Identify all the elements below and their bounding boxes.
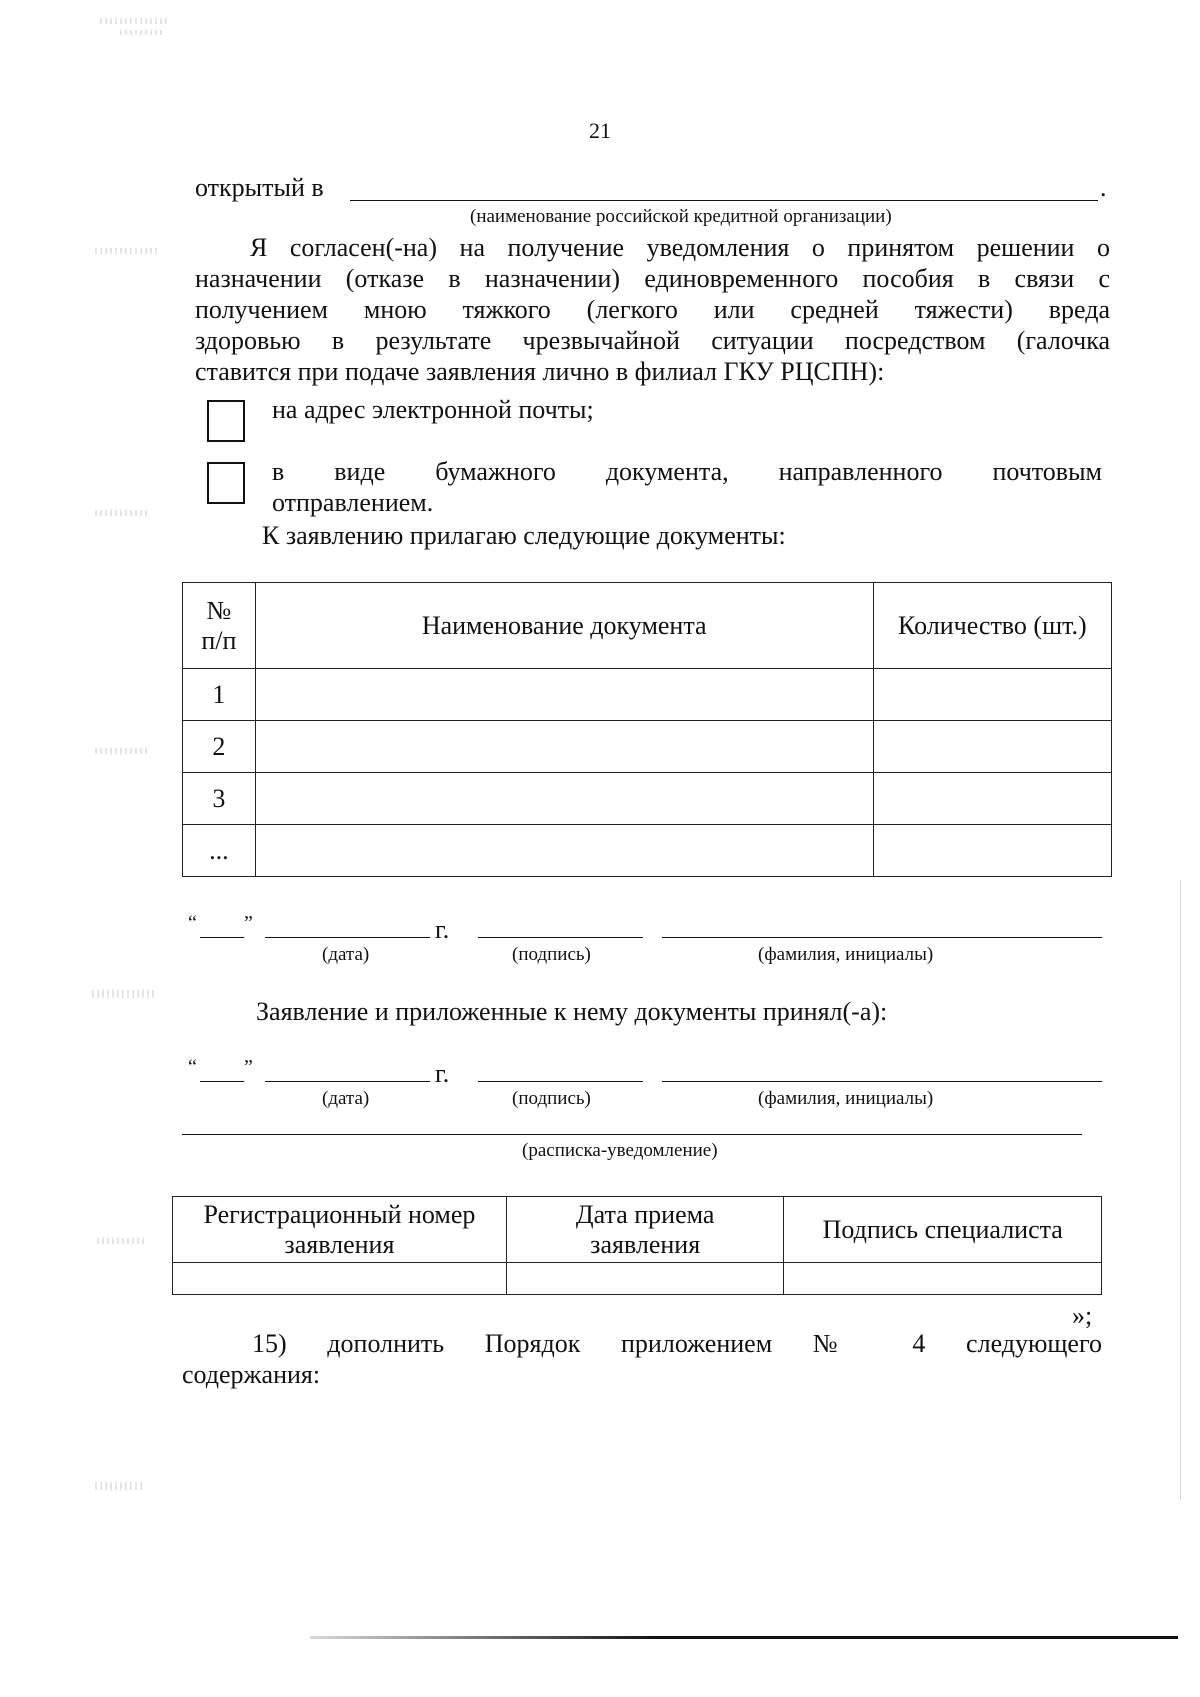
- document-name-header: Наименование документа: [255, 583, 873, 669]
- receipt-table: [172, 1196, 1102, 1295]
- scan-bottom-edge: [310, 1636, 1178, 1639]
- signature-field[interactable]: [478, 1081, 643, 1082]
- registration-number-cell[interactable]: [173, 1263, 507, 1295]
- paper-mail-checkbox[interactable]: [207, 462, 245, 504]
- accepted-by-text: Заявление и приложенные к нему документы принял(-а):: [256, 997, 888, 1026]
- scan-artifact: [95, 248, 157, 254]
- scan-artifact: [95, 748, 150, 754]
- receipt-table-header: [173, 1197, 1102, 1263]
- scan-right-edge: [1180, 880, 1181, 1500]
- date-field[interactable]: [265, 937, 430, 938]
- registration-number-header-line-2: заявления: [284, 1229, 395, 1259]
- paper-option-line-2: отправлением.: [272, 488, 434, 517]
- document-name-cell[interactable]: [255, 669, 873, 721]
- table-row: [183, 721, 1112, 773]
- row-number: 3: [183, 773, 256, 825]
- acceptance-date-cell[interactable]: [506, 1263, 784, 1295]
- bank-name-caption: (наименование российской кредитной организации): [470, 206, 892, 227]
- item15-line-2: содержания:: [182, 1360, 321, 1389]
- attachments-intro: К заявлению прилагаю следующие документы:: [262, 521, 786, 550]
- date-caption: (дата): [322, 944, 370, 965]
- email-checkbox[interactable]: [207, 400, 245, 442]
- scan-artifact: [120, 30, 165, 35]
- document-name-cell[interactable]: [255, 773, 873, 825]
- scan-artifact: [92, 990, 154, 998]
- table-row: [183, 773, 1112, 825]
- row-number: 2: [183, 721, 256, 773]
- table-row: [183, 669, 1112, 721]
- quantity-cell[interactable]: [873, 669, 1111, 721]
- receipt-divider: [182, 1134, 1082, 1135]
- consent-line-4: здоровью в результате чрезвычайной ситуации посредством (галочка: [195, 326, 1110, 355]
- opened-in-end-mark: .: [1100, 173, 1107, 202]
- table-row: [183, 825, 1112, 877]
- specialist-signature-cell[interactable]: [784, 1263, 1102, 1295]
- registration-number-header: [173, 1197, 507, 1263]
- date-caption: (дата): [322, 1088, 370, 1109]
- receipt-caption: (расписка-уведомление): [522, 1140, 718, 1161]
- acceptance-date-header-line-2: заявления: [590, 1229, 701, 1259]
- scan-artifact: [100, 18, 170, 24]
- full-name-field[interactable]: [662, 1081, 1102, 1082]
- registration-number-header-line-1: Регистрационный номер: [203, 1199, 476, 1229]
- quantity-cell[interactable]: [873, 773, 1111, 825]
- documents-table-header: [183, 583, 1112, 669]
- acceptance-date-header: [506, 1197, 784, 1263]
- page-number: 21: [589, 118, 611, 143]
- document-name-cell[interactable]: [255, 721, 873, 773]
- closing-quote: »;: [1072, 1301, 1093, 1330]
- day-field[interactable]: [200, 937, 244, 938]
- document-name-cell[interactable]: [255, 825, 873, 877]
- email-option-label: на адрес электронной почты;: [272, 395, 594, 424]
- quantity-cell[interactable]: [873, 825, 1111, 877]
- scan-artifact: [97, 1238, 147, 1244]
- full-name-caption: (фамилия, инициалы): [758, 1088, 934, 1109]
- quantity-cell[interactable]: [873, 721, 1111, 773]
- num-header: [183, 583, 256, 669]
- date-field[interactable]: [265, 1081, 430, 1082]
- day-field[interactable]: [200, 1081, 244, 1082]
- scan-artifact: [95, 1482, 145, 1490]
- date-quote-open: “: [188, 912, 197, 934]
- signature-field[interactable]: [478, 937, 643, 938]
- specialist-signature-header: Подпись специалиста: [784, 1197, 1102, 1263]
- full-name-caption: (фамилия, инициалы): [758, 944, 934, 965]
- full-name-field[interactable]: [662, 937, 1102, 938]
- consent-line-5: ставится при подаче заявления лично в филиал ГКУ РЦСПН):: [195, 357, 885, 386]
- date-quote-open: “: [188, 1056, 197, 1078]
- consent-line-2: назначении (отказе в назначении) единовременного пособия в связи с: [195, 264, 1110, 293]
- acceptance-date-header-line-1: Дата приема: [575, 1199, 715, 1229]
- year-mark: г.: [435, 915, 450, 944]
- row-number: ...: [183, 825, 256, 877]
- scan-artifact: [95, 510, 150, 516]
- documents-table: [182, 582, 1112, 877]
- quantity-header: Количество (шт.): [873, 583, 1111, 669]
- table-row: [173, 1263, 1102, 1295]
- signature-caption: (подпись): [512, 1088, 591, 1109]
- date-quote-close: ”: [244, 1056, 253, 1078]
- row-number: 1: [183, 669, 256, 721]
- opened-in-label: открытый в: [195, 173, 324, 202]
- consent-line-3: получением мною тяжкого (легкого или средней тяжести) вреда: [195, 295, 1110, 324]
- item15-line-1: 15) дополнить Порядок приложением № 4 следующего: [252, 1329, 1102, 1358]
- year-mark: г.: [435, 1059, 450, 1088]
- signature-caption: (подпись): [512, 944, 591, 965]
- num-header-line-1: №: [206, 595, 232, 625]
- consent-line-1: Я согласен(-на) на получение уведомления о принятом решении о: [250, 233, 1110, 262]
- paper-option-line-1: в виде бумажного документа, направленного почтовым: [272, 457, 1102, 486]
- num-header-line-2: п/п: [201, 625, 237, 655]
- date-quote-close: ”: [244, 912, 253, 934]
- bank-name-field[interactable]: [350, 200, 1098, 201]
